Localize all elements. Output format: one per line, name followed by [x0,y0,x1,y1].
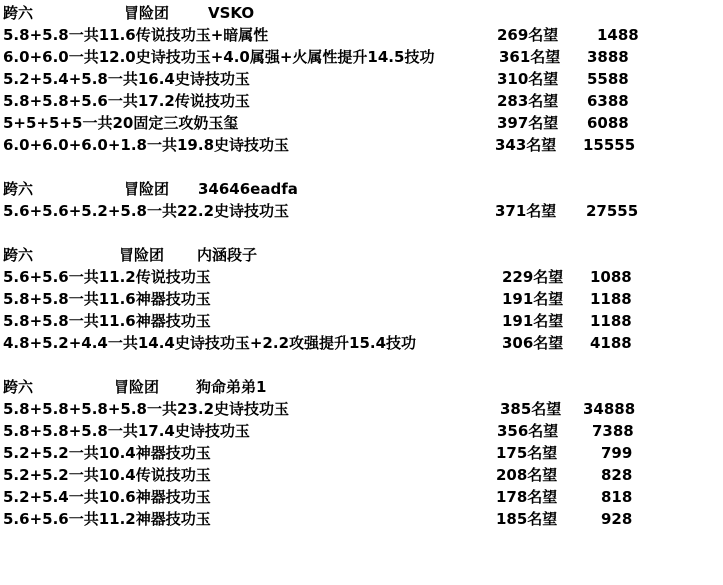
item-price: 34888 [583,400,636,418]
item-description: 4.8+5.2+4.4一共14.4史诗技功玉+2.2攻强提升15.4技功 [3,334,417,352]
item-fame: 343名望 [495,136,557,154]
item-description: 5.6+5.6一共11.2神器技功玉 [3,510,211,528]
item-price: 3888 [587,48,629,66]
item-price: 828 [601,466,633,484]
item-fame: 185名望 [496,510,558,528]
adventure-team-name: 狗命弟弟1 [196,378,267,396]
listing-row [0,464,723,486]
item-price: 4188 [590,334,632,352]
item-price: 928 [601,510,633,528]
item-description: 5.6+5.6一共11.2传说技功玉 [3,268,211,286]
listing-row [0,24,723,46]
group-header [0,178,723,200]
item-price: 1188 [590,290,632,308]
item-description: 5+5+5+5一共20固定三攻奶玉玺 [3,114,239,132]
listing-row [0,266,723,288]
item-price: 1188 [590,312,632,330]
item-price: 6388 [587,92,629,110]
item-fame: 208名望 [496,466,558,484]
item-fame: 361名望 [499,48,561,66]
item-fame: 371名望 [495,202,557,220]
item-description: 5.2+5.4+5.8一共16.4史诗技功玉 [3,70,250,88]
listing-row [0,420,723,442]
item-price: 1088 [590,268,632,286]
item-price: 27555 [586,202,639,220]
adventure-team-label: 冒险团 [124,180,170,198]
item-fame: 175名望 [496,444,558,462]
listing-row [0,332,723,354]
item-description: 5.6+5.6+5.2+5.8一共22.2史诗技功玉 [3,202,290,220]
item-fame: 283名望 [497,92,559,110]
item-fame: 178名望 [496,488,558,506]
listing-row [0,310,723,332]
adventure-team-label: 冒险团 [119,246,165,264]
item-fame: 385名望 [500,400,562,418]
item-fame: 269名望 [497,26,559,44]
listing-row [0,68,723,90]
item-fame: 356名望 [497,422,559,440]
item-description: 6.0+6.0+6.0+1.8一共19.8史诗技功玉 [3,136,290,154]
listing-row [0,90,723,112]
item-description: 5.8+5.8一共11.6传说技功玉+暗属性 [3,26,269,44]
adventure-team-label: 冒险团 [114,378,160,396]
item-description: 5.2+5.2一共10.4传说技功玉 [3,466,211,484]
listing-row [0,200,723,222]
listing-row [0,508,723,530]
group-header [0,376,723,398]
group-header [0,244,723,266]
item-price: 818 [601,488,633,506]
item-fame: 310名望 [497,70,559,88]
listing-row [0,134,723,156]
listing-row [0,442,723,464]
item-price: 15555 [583,136,636,154]
item-description: 5.8+5.8一共11.6神器技功玉 [3,312,211,330]
item-description: 5.8+5.8+5.8+5.8一共23.2史诗技功玉 [3,400,290,418]
item-description: 6.0+6.0一共12.0史诗技功玉+4.0属强+火属性提升14.5技功 [3,48,435,66]
item-description: 5.2+5.4一共10.6神器技功玉 [3,488,211,506]
adventure-team-name: VSKO [208,4,255,22]
adventure-team-name: 内涵段子 [197,246,258,264]
item-price: 6088 [587,114,629,132]
listing-row [0,288,723,310]
server-label: 跨六 [3,4,34,22]
item-description: 5.8+5.8+5.8一共17.4史诗技功玉 [3,422,250,440]
item-fame: 191名望 [502,290,564,308]
server-label: 跨六 [3,378,34,396]
item-description: 5.8+5.8一共11.6神器技功玉 [3,290,211,308]
group-header [0,2,723,24]
item-fame: 229名望 [502,268,564,286]
listing-row [0,398,723,420]
item-price: 799 [601,444,633,462]
listing-row [0,46,723,68]
item-price: 7388 [592,422,634,440]
item-fame: 306名望 [502,334,564,352]
server-label: 跨六 [3,180,34,198]
server-label: 跨六 [3,246,34,264]
listing-row [0,112,723,134]
listing-row [0,486,723,508]
item-description: 5.8+5.8+5.6一共17.2传说技功玉 [3,92,250,110]
item-description: 5.2+5.2一共10.4神器技功玉 [3,444,211,462]
item-price: 1488 [597,26,639,44]
adventure-team-name: 34646eadfa [198,180,298,198]
item-price: 5588 [587,70,629,88]
item-fame: 191名望 [502,312,564,330]
adventure-team-label: 冒险团 [124,4,170,22]
item-fame: 397名望 [497,114,559,132]
